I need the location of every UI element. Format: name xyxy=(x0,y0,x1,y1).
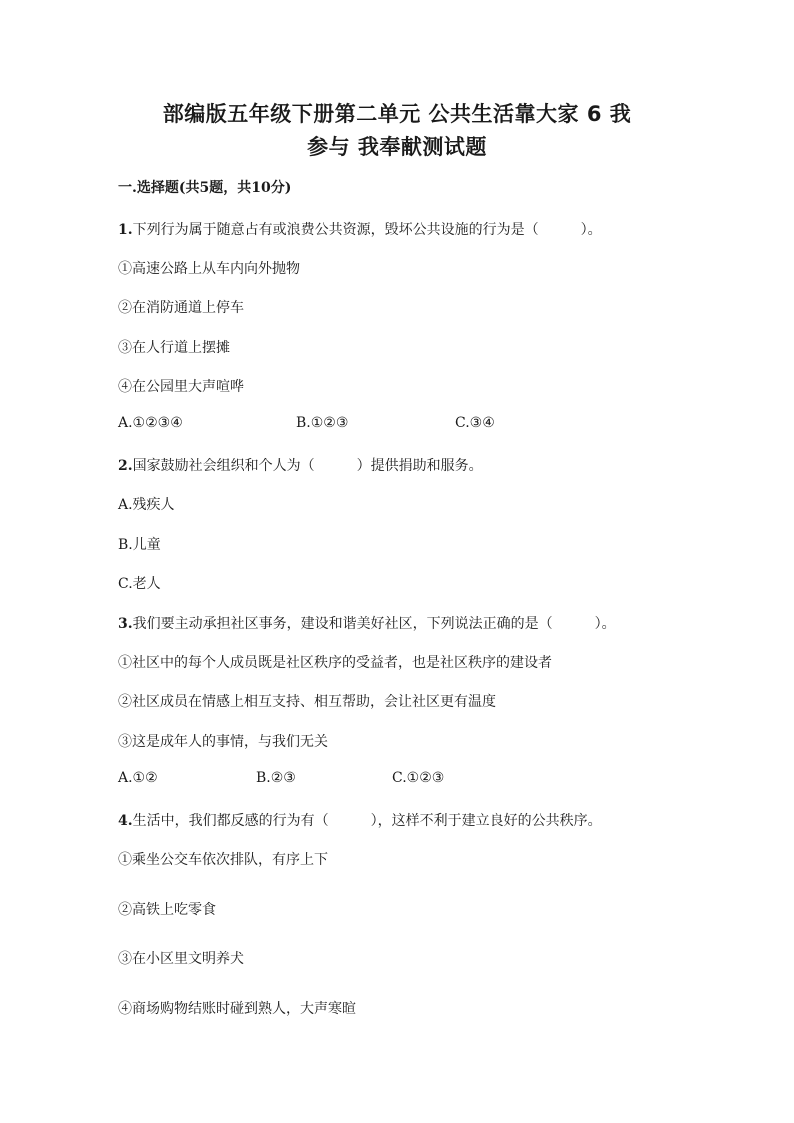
question-1 xyxy=(118,219,602,239)
question-3-option-b[interactable]: B.②③ xyxy=(256,770,296,786)
question-3 xyxy=(118,613,616,633)
question-3-number: 3. xyxy=(118,616,133,632)
question-3-stem: 我们要主动承担社区事务，建设和谐美好社区，下列说法正确的是（ ）。 xyxy=(132,616,616,632)
question-3-option-a[interactable]: A.①② xyxy=(118,770,158,786)
question-4-item-3: ③在小区里文明养犬 xyxy=(118,951,244,967)
question-2-stem: 国家鼓励社会组织和个人为（ ）提供捐助和服务。 xyxy=(132,458,483,474)
section-heading: 一.选择题(共5题，共10分) xyxy=(118,180,292,196)
question-3-item-2: ②社区成员在情感上相互支持、相互帮助，会让社区更有温度 xyxy=(118,694,496,710)
question-1-item-2: ②在消防通道上停车 xyxy=(118,300,244,316)
question-1-option-a[interactable]: A.①②③④ xyxy=(118,415,183,431)
question-2 xyxy=(118,455,483,475)
question-3-item-1: ①社区中的每个人成员既是社区秩序的受益者，也是社区秩序的建设者 xyxy=(118,655,552,671)
question-2-option-b[interactable]: B.儿童 xyxy=(118,537,161,553)
question-2-option-a[interactable]: A.残疾人 xyxy=(118,497,175,513)
question-1-option-b[interactable]: B.①②③ xyxy=(296,415,349,431)
question-1-item-4: ④在公园里大声喧哗 xyxy=(118,379,244,395)
question-4 xyxy=(118,810,602,830)
page-title-line-2: 参与 我奉献测试题 xyxy=(307,135,487,159)
question-4-item-2: ②高铁上吃零食 xyxy=(118,902,216,918)
question-2-option-c[interactable]: C.老人 xyxy=(118,576,161,592)
question-1-number: 1. xyxy=(118,222,133,238)
question-3-item-3: ③这是成年人的事情，与我们无关 xyxy=(118,734,328,750)
question-4-number: 4. xyxy=(118,813,133,829)
question-1-option-c[interactable]: C.③④ xyxy=(455,415,495,431)
question-1-item-1: ①高速公路上从车内向外抛物 xyxy=(118,261,300,277)
question-1-stem: 下列行为属于随意占有或浪费公共资源，毁坏公共设施的行为是（ ）。 xyxy=(132,222,602,238)
question-3-option-c[interactable]: C.①②③ xyxy=(392,770,445,786)
question-4-item-1: ①乘坐公交车依次排队，有序上下 xyxy=(118,852,328,868)
page-title-line-1: 部编版五年级下册第二单元 公共生活靠大家 6 我 xyxy=(162,102,632,126)
question-2-number: 2. xyxy=(118,458,133,474)
question-4-stem: 生活中，我们都反感的行为有（ ），这样不利于建立良好的公共秩序。 xyxy=(132,813,602,829)
question-4-item-4: ④商场购物结账时碰到熟人，大声寒暄 xyxy=(118,1001,356,1017)
question-1-item-3: ③在人行道上摆摊 xyxy=(118,340,230,356)
